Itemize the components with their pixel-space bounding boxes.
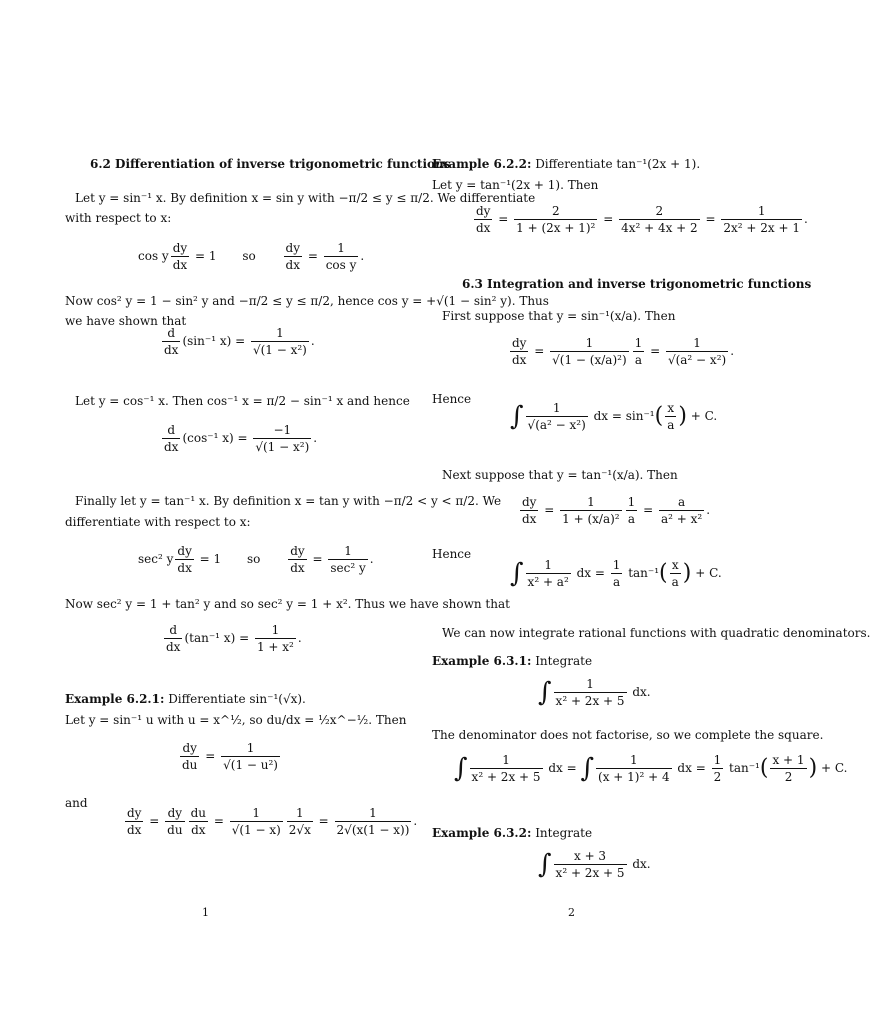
numerator: 1 [324, 240, 359, 257]
fraction [165, 805, 184, 838]
denominator: √(1 − x²) [255, 440, 310, 455]
fraction [470, 752, 543, 785]
fraction [554, 848, 627, 881]
eq-term: (sin⁻¹ x) = [182, 334, 249, 349]
integral-sign: ∫ [510, 401, 524, 432]
denominator: x² + 2x + 5 [471, 770, 541, 785]
example-label: Example 6.3.2: [432, 826, 532, 840]
left-paren: ( [659, 560, 668, 586]
equation-integral-arcsin [510, 400, 717, 433]
equation-arctan-x-over-a: $\frac{dy}{dx}$ = $\frac{1}{\text{1 + (x/a)²}}$ $\frac{1}{a}$ = $\frac{a}{\text{a² + x²}}$ . [522, 495, 711, 527]
denominator: dx [476, 221, 491, 236]
eq-term: sec² y [138, 552, 174, 567]
denominator: dx [191, 823, 206, 838]
numerator: 1 [554, 676, 627, 693]
numerator: −1 [253, 422, 311, 439]
fraction [175, 543, 193, 576]
numerator: dy [474, 203, 492, 220]
denominator: a [667, 418, 675, 433]
fraction [626, 494, 638, 527]
fraction [514, 203, 597, 236]
eq-term: + C. [817, 761, 848, 776]
fraction [721, 203, 802, 236]
fraction [162, 422, 180, 455]
denominator: a [671, 575, 679, 590]
right-paren: ) [682, 560, 692, 586]
numerator: 1 [470, 752, 543, 769]
numerator: 1 [335, 805, 412, 822]
example-label: Example 6.2.1: [65, 692, 165, 706]
paragraph-complete-square: The denominator does not factorise, so we complete the square. [432, 728, 824, 742]
denominator: dx [164, 343, 179, 358]
left-paren: ( [654, 403, 664, 429]
fraction [335, 805, 412, 838]
fraction [251, 325, 309, 358]
denominator: a [634, 353, 643, 368]
fraction [180, 740, 199, 773]
eq-term: (tan⁻¹ x) = [184, 631, 253, 646]
numerator: 1 [255, 622, 296, 639]
eq-term: = 1 [195, 552, 222, 567]
eq-term: = 1 [191, 249, 217, 264]
equation-integral-example-2 [538, 848, 651, 881]
fraction [162, 325, 180, 358]
denominator: 1 + (x/a)² [562, 512, 620, 527]
fraction [550, 335, 628, 368]
numerator: 1 [526, 400, 588, 417]
denominator: dx [164, 440, 179, 455]
example-label: Example 6.3.1: [432, 654, 532, 668]
numerator: 1 [633, 335, 645, 352]
numerator: 1 [721, 203, 802, 220]
numerator: d [164, 622, 182, 639]
numerator: dy [125, 805, 143, 822]
numerator: dy [520, 494, 538, 511]
numerator: 2 [619, 203, 700, 220]
denominator: a [612, 575, 621, 590]
example-label: Example 6.2.2: [432, 157, 532, 171]
numerator: 1 [287, 805, 313, 822]
fraction [255, 622, 296, 655]
eq-term: cos y [138, 249, 169, 264]
integral-sign: ∫ [454, 753, 468, 784]
numerator: dy [165, 805, 184, 822]
fraction [666, 335, 728, 368]
numerator: d [162, 422, 180, 439]
fraction [770, 752, 806, 785]
numerator: dy [510, 335, 528, 352]
denominator: x² + a² [527, 575, 569, 590]
eq-term: = [308, 552, 327, 567]
fraction [619, 203, 700, 236]
fraction [171, 240, 189, 273]
numerator: a [659, 494, 704, 511]
equation-dy-du [178, 740, 282, 773]
fraction [164, 622, 182, 655]
numerator: dy [284, 240, 302, 257]
numerator: d [162, 325, 180, 342]
denominator: 1 + x² [256, 640, 294, 655]
denominator: (x + 1)² + 4 [598, 770, 670, 785]
numerator: 1 [251, 325, 309, 342]
numerator: x [665, 400, 676, 417]
integral-sign: ∫ [538, 677, 552, 708]
eq-term: dx = [544, 761, 581, 776]
numerator: 1 [328, 543, 367, 560]
paragraph-arccos: Let y = cos⁻¹ x. Then cos⁻¹ x = π/2 − sin⁻¹ x and hence [75, 394, 410, 408]
denominator: dx [166, 640, 181, 655]
denominator: √(1 − (x/a)²) [552, 353, 627, 368]
denominator: du [182, 758, 198, 773]
fraction [253, 422, 311, 455]
example-6-2-2 [432, 156, 700, 172]
fraction [324, 240, 359, 273]
example-6-2-1-line2: Let y = sin⁻¹ u with u = x^½, so du/dx = ½x^−½. Then [65, 713, 407, 727]
denominator: √(1 − x²) [252, 343, 307, 358]
example-text: Differentiate sin⁻¹(√x). [164, 692, 306, 706]
example-text: Integrate [531, 826, 593, 840]
fraction [125, 805, 143, 838]
fraction [287, 805, 313, 838]
paragraph-arctan-line1: Finally let y = tan⁻¹ x. By definition x = tan y with −π/2 < y < π/2. We [75, 494, 502, 508]
section-heading-6-3: 6.3 Integration and inverse trigonometric functions [462, 277, 812, 291]
fraction [560, 494, 621, 527]
equation-sec-dy-dx: sec² y $\frac{dy}{dx}$ = 1 so $\frac{dy}{dx}$ = $\frac{1}{\text{sec² y}}$ . [138, 544, 374, 576]
denominator: cos y [325, 258, 357, 273]
denominator: a² + x² [660, 512, 703, 527]
numerator: 1 [626, 494, 638, 511]
example-6-2-2-line2: Let y = tan⁻¹(2x + 1). Then [432, 178, 599, 192]
denominator: 1 + (2x + 1)² [516, 221, 596, 236]
paragraph-rational-functions: We can now integrate rational functions with quadratic denominators. [442, 626, 870, 640]
numerator: x + 3 [554, 848, 627, 865]
section-heading-6-2: 6.2 Differentiation of inverse trigonometric functions [90, 157, 451, 171]
integral-sign: ∫ [510, 558, 524, 589]
equation-chain-rule: $\frac{dy}{dx}$ = $\frac{dy}{du}$ $\frac{du}{dx}$ = $\frac{1}{√(1 - x)}$ $\frac{1}{2√x}$ = $\frac{1}{2√(x(1 - x))}$ . [127, 806, 418, 838]
eq-term: dx = [673, 761, 710, 776]
equation-arctan-derivative: $\frac{dy}{dx}$ = $\frac{2}{\text{1 + (2x + 1)²}}$ = $\frac{2}{\text{4x² + 4x + 2}}$ = $\frac{1}{\text{2x² + 2x + 1}}$ . [476, 204, 808, 236]
right-paren: ) [808, 755, 818, 781]
eq-term: + C. [691, 566, 722, 581]
eq-term: dx. [628, 685, 651, 700]
equation-integral-arctan [510, 557, 722, 590]
equation-complete-square [454, 752, 847, 785]
fraction [288, 543, 306, 576]
denominator: 2√(x(1 − x)) [336, 823, 410, 838]
page-number: 2 [568, 906, 575, 919]
fraction [510, 335, 528, 368]
numerator: 1 [221, 740, 280, 757]
denominator: 2x² + 2x + 1 [723, 221, 800, 236]
fraction [328, 543, 367, 576]
example-6-3-1 [432, 653, 592, 669]
numerator: du [189, 805, 208, 822]
eq-term: + C. [686, 409, 718, 424]
so-word: so [242, 249, 256, 264]
denominator: dx [290, 561, 305, 576]
paragraph-sin-def-line2: with respect to x: [65, 211, 172, 225]
paragraph-sin-def-line1: Let y = sin⁻¹ x. By definition x = sin y with −π/2 ≤ y ≤ π/2. We differentiate [75, 191, 536, 205]
denominator: dx [512, 353, 527, 368]
numerator: x [670, 557, 681, 574]
right-paren: ) [678, 403, 687, 429]
paragraph-arctan-line2: differentiate with respect to x: [65, 515, 251, 529]
numerator: dy [180, 740, 199, 757]
denominator: dx [172, 258, 188, 273]
fraction [526, 400, 588, 433]
fraction [230, 805, 283, 838]
fraction [665, 400, 676, 433]
numerator: 2 [514, 203, 597, 220]
denominator: dx [285, 258, 300, 273]
numerator: 1 [526, 557, 571, 574]
equation-d-arcsin: $\frac{d}{dx}$ (sin⁻¹ x) = $\frac{1}{\text{√(1 − x²)}}$ . [164, 326, 315, 358]
fraction [596, 752, 672, 785]
equation-arcsin-x-over-a: $\frac{dy}{dx}$ = $\frac{1}{\text{√(1 − (x/a)²)}}$ $\frac{1}{a}$ = $\frac{1}{\text{√(a² − x²)}}$ . [512, 336, 735, 368]
fraction [712, 752, 724, 785]
numerator: 1 [712, 752, 724, 769]
denominator: 2√x [288, 823, 311, 838]
denominator: x² + 2x + 5 [555, 866, 625, 881]
fraction [611, 557, 623, 590]
numerator: dy [171, 240, 189, 257]
numerator: 1 [611, 557, 623, 574]
eq-term: = [201, 749, 220, 764]
eq-term: dx. [628, 857, 651, 872]
and-word: and [65, 796, 88, 810]
numerator: x + 1 [770, 752, 806, 769]
denominator: du [167, 823, 183, 838]
eq-term: = [304, 249, 322, 264]
eq-term: dx = sin⁻¹ [589, 409, 655, 424]
denominator: √(a² − x²) [667, 353, 727, 368]
denominator: a [627, 512, 636, 527]
denominator: dx [127, 823, 142, 838]
example-text: Integrate [531, 654, 593, 668]
paragraph-cos-squared-line2: we have shown that [65, 314, 187, 328]
denominator: √(1 − u²) [223, 758, 278, 773]
fraction [284, 240, 302, 273]
so-word: so [247, 552, 261, 567]
denominator: dx [522, 512, 537, 527]
numerator: 1 [666, 335, 728, 352]
paragraph-cos-squared-line1: Now cos² y = 1 − sin² y and −π/2 ≤ y ≤ π/2, hence cos y = +√(1 − sin² y). Thus [65, 294, 549, 308]
hence-word: Hence [432, 547, 472, 561]
hence-word: Hence [432, 392, 472, 406]
denominator: 2 [713, 770, 722, 785]
fraction [520, 494, 538, 527]
fraction [633, 335, 645, 368]
numerator: dy [288, 543, 306, 560]
fraction [221, 740, 280, 773]
equation-integral-example-1 [538, 676, 651, 709]
denominator: √(a² − x²) [527, 418, 586, 433]
denominator: 2 [784, 770, 793, 785]
paragraph-sec-squared: Now sec² y = 1 + tan² y and so sec² y = 1 + x². Thus we have shown that [65, 597, 510, 611]
integral-sign: ∫ [580, 753, 595, 784]
numerator: 1 [596, 752, 672, 769]
denominator: dx [177, 561, 192, 576]
numerator: dy [175, 543, 193, 560]
equation-d-arctan: $\frac{d}{dx}$ (tan⁻¹ x) = $\frac{1}{\text{1 + x²}}$ . [166, 623, 302, 655]
example-text: Differentiate tan⁻¹(2x + 1). [531, 157, 701, 171]
fraction [526, 557, 571, 590]
paragraph-suppose-arctan: Next suppose that y = tan⁻¹(x/a). Then [442, 468, 678, 482]
denominator: sec² y [330, 561, 366, 576]
page-number: 1 [202, 906, 209, 919]
left-paren: ( [759, 755, 769, 781]
denominator: x² + 2x + 5 [555, 694, 625, 709]
example-6-3-2 [432, 825, 592, 841]
fraction [189, 805, 208, 838]
numerator: 1 [550, 335, 628, 352]
denominator: √(1 − x) [231, 823, 281, 838]
integral-sign: ∫ [538, 849, 552, 880]
equation-d-arccos: $\frac{d}{dx}$ (cos⁻¹ x) = $\frac{-1}{\text{√(1 − x²)}}$ . [164, 423, 318, 455]
paragraph-suppose-arcsin: First suppose that y = sin⁻¹(x/a). Then [442, 309, 676, 323]
numerator: 1 [230, 805, 283, 822]
denominator: 4x² + 4x + 2 [621, 221, 698, 236]
example-6-2-1 [65, 691, 306, 707]
fraction [474, 203, 492, 236]
fraction [554, 676, 627, 709]
eq-term: (cos⁻¹ x) = [182, 431, 252, 446]
eq-term: dx = [572, 566, 609, 581]
eq-term: tan⁻¹ [725, 761, 760, 776]
fraction [670, 557, 681, 590]
numerator: 1 [560, 494, 621, 511]
equation-cos-dy-dx: cos y $\frac{dy}{dx}$ = 1 so $\frac{dy}{dx}$ = $\frac{1}{\text{cos y}}$ . [138, 241, 365, 273]
eq-term: tan⁻¹ [624, 566, 660, 581]
fraction [659, 494, 704, 527]
